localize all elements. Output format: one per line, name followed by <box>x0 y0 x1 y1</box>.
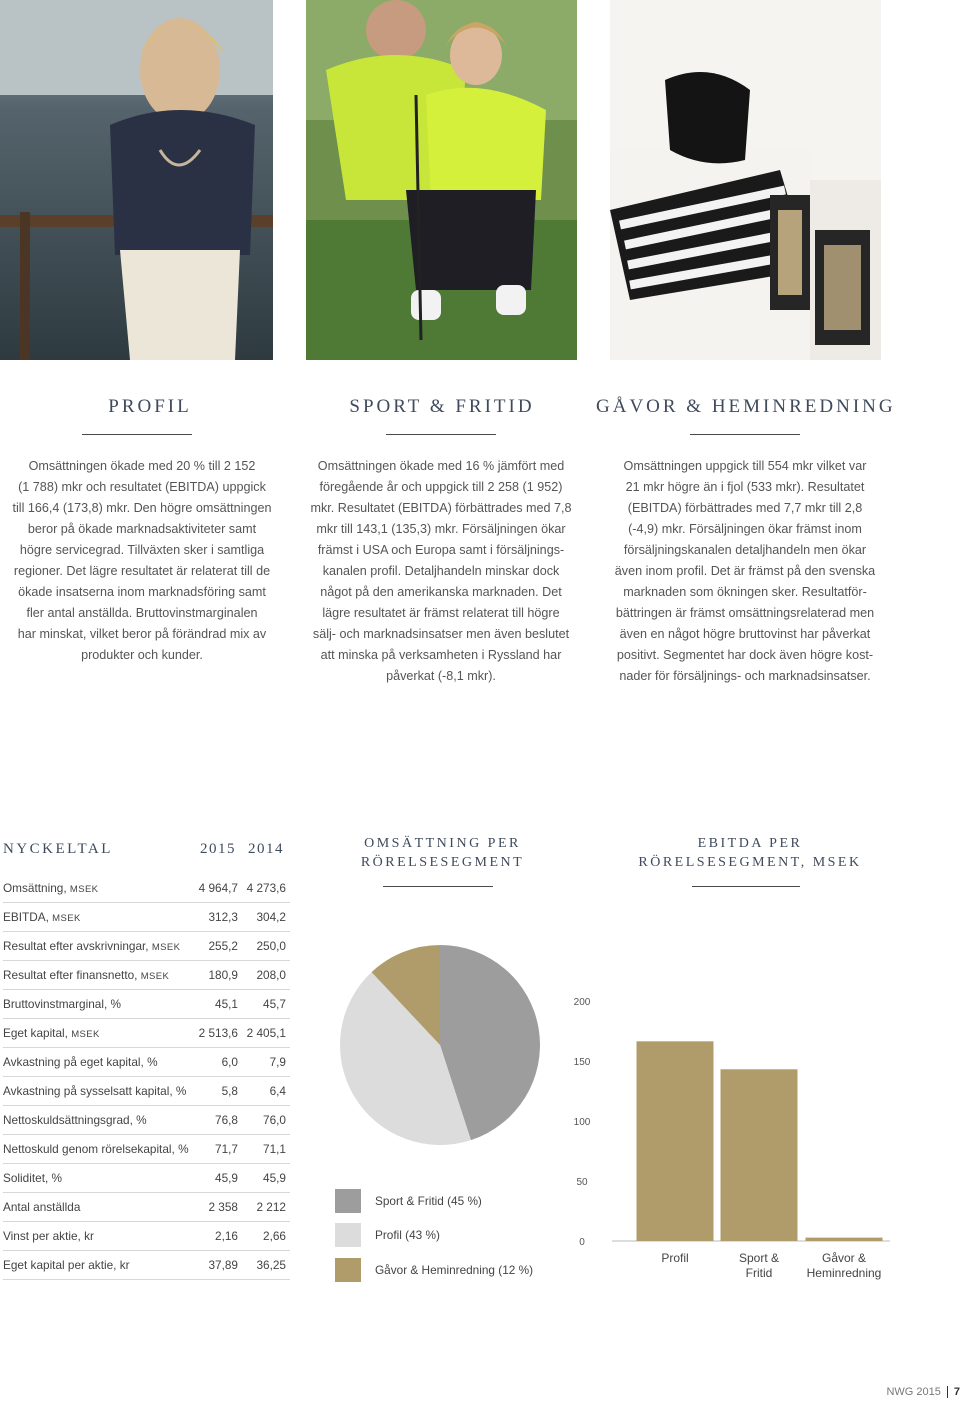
bar <box>721 1069 798 1241</box>
body-line: (1 788) mkr och resultatet (EBITDA) uppgick <box>18 480 266 494</box>
body-line: (-4,9) mkr. Försäljningen ökar främst inom <box>628 522 862 536</box>
key-figure-unit: MSEK <box>140 971 170 982</box>
key-figures-row <box>3 931 290 961</box>
body-line: (EBITDA) förbättrades med 7,7 mkr till 2,8 <box>627 501 863 515</box>
body-line: högre servicegrad. Tillväxten sker i samtliga <box>19 543 265 557</box>
legend-swatch <box>335 1223 361 1247</box>
body-line: marknaden som ökningen sker. Resultatför- <box>623 585 867 599</box>
key-figures-row <box>3 1076 290 1106</box>
body-line: främst i USA och Europa samt i försäljnings- <box>317 543 565 557</box>
x-category-label: Fritid <box>745 1266 773 1280</box>
body-line: mkr. Resultatet (EBITDA) förbättrades med 7,8 <box>310 501 572 515</box>
body-line: Omsättningen uppgick till 554 mkr vilket var <box>623 459 867 473</box>
key-figure-value-2014: 71,1 <box>263 1142 286 1156</box>
bar-chart-title-line: RÖRELSESEGMENT, MSEK <box>638 855 862 870</box>
profil-title-rule <box>82 434 192 435</box>
key-figures-row <box>3 1018 290 1048</box>
key-figure-label <box>3 968 169 982</box>
key-figure-label-text: Eget kapital, <box>3 1026 72 1040</box>
bar-chart-title-line: EBITDA PER <box>697 836 803 851</box>
body-line: föregående år och uppgick till 2 258 (1 952) <box>319 480 563 494</box>
key-figure-label <box>3 1258 130 1272</box>
key-figures-row <box>3 1192 290 1222</box>
key-figure-value-2014: 7,9 <box>269 1055 286 1069</box>
legend-label: Sport & Fritid (45 %) <box>375 1194 482 1208</box>
y-tick-label: 200 <box>573 997 591 1008</box>
key-figures-title: NYCKELTAL <box>3 841 113 857</box>
bar-chart-title <box>620 834 880 872</box>
x-category-label: Gåvor & <box>821 1251 867 1265</box>
y-tick-label: 100 <box>573 1117 591 1128</box>
pie-chart-title <box>330 834 555 872</box>
pie-chart-title-line: RÖRELSESEGMENT <box>360 855 525 870</box>
legend-label: Profil (43 %) <box>375 1228 440 1242</box>
body-line: Omsättningen ökade med 20 % till 2 152 <box>28 459 256 473</box>
gavor-heminredning-title: GÅVOR & HEMINREDNING <box>596 396 896 417</box>
key-figures-row <box>3 1134 290 1164</box>
key-figure-label-text: Eget kapital per aktie, kr <box>3 1258 130 1272</box>
key-figure-value-2015: 5,8 <box>221 1084 238 1098</box>
y-tick-label: 150 <box>573 1057 591 1068</box>
profil-body <box>0 456 284 666</box>
key-figure-label <box>3 939 180 953</box>
key-figure-value-2015: 4 964,7 <box>198 881 238 895</box>
key-figure-label-text: Vinst per aktie, kr <box>3 1229 94 1243</box>
key-figure-label-text: Avkastning på eget kapital, % <box>3 1055 158 1069</box>
x-category-label: Profil <box>661 1251 689 1265</box>
revenue-pie-chart <box>330 935 550 1155</box>
key-figure-label-text: Nettoskuldsättningsgrad, % <box>3 1113 147 1127</box>
body-line: något på den amerikanska marknaden. Det <box>320 585 562 599</box>
body-line: påverkat (-8,1 mkr). <box>386 669 496 683</box>
body-line: bättringen är främst omsättningsrelaterad men <box>615 606 875 620</box>
y-tick-label: 0 <box>579 1237 585 1248</box>
gavor-heminredning-body <box>602 456 888 687</box>
key-figure-value-2015: 71,7 <box>215 1142 238 1156</box>
key-figures-row <box>3 960 290 990</box>
key-figure-value-2014: 250,0 <box>256 939 286 953</box>
key-figures-year-2015: 2015 <box>200 841 236 857</box>
pie-chart-title-rule <box>383 886 493 887</box>
key-figure-value-2015: 2,16 <box>215 1229 238 1243</box>
photo-sport-fritid <box>306 0 577 360</box>
key-figure-label <box>3 1084 186 1098</box>
y-tick-label: 50 <box>576 1177 588 1188</box>
key-figure-value-2015: 312,3 <box>208 910 238 924</box>
key-figure-label <box>3 1200 80 1214</box>
key-figure-value-2014: 36,25 <box>256 1258 286 1272</box>
key-figure-value-2014: 2 212 <box>256 1200 286 1214</box>
key-figure-label <box>3 1026 100 1040</box>
body-line: även inom profil. Det är främst på den svenska <box>614 564 876 578</box>
key-figure-value-2014: 45,9 <box>263 1171 286 1185</box>
ebitda-bar-chart <box>560 985 900 1285</box>
bar-chart-title-rule <box>692 886 800 887</box>
key-figure-label-text: EBITDA, <box>3 910 53 924</box>
key-figures-row <box>3 1250 290 1280</box>
key-figure-label-text: Avkastning på sysselsatt kapital, % <box>3 1084 187 1098</box>
key-figure-label-text: Nettoskuld genom rörelsekapital, % <box>3 1142 189 1156</box>
body-line: 21 mkr högre än i fjol (533 mkr). Resultatet <box>625 480 865 494</box>
key-figure-value-2014: 45,7 <box>263 997 286 1011</box>
key-figure-label <box>3 910 81 924</box>
page-number: 7 <box>947 1386 960 1398</box>
key-figure-value-2015: 45,9 <box>215 1171 238 1185</box>
body-line: till 166,4 (173,8) mkr. Den högre omsättningen <box>12 501 272 515</box>
key-figure-value-2015: 6,0 <box>221 1055 238 1069</box>
body-line: produkter och kunder. <box>81 648 203 662</box>
key-figure-value-2015: 37,89 <box>208 1258 238 1272</box>
body-line: kanalen profil. Detaljhandeln minskar dock <box>322 564 560 578</box>
key-figure-label <box>3 1229 94 1243</box>
key-figure-value-2014: 304,2 <box>256 910 286 924</box>
key-figure-value-2014: 76,0 <box>263 1113 286 1127</box>
key-figure-label <box>3 1142 189 1156</box>
key-figures-row <box>3 902 290 932</box>
key-figure-label <box>3 881 98 895</box>
pie-chart-title-line: OMSÄTTNING PER <box>364 836 521 851</box>
key-figure-label-text: Antal anställda <box>3 1200 81 1214</box>
key-figure-label-text: Bruttovinstmarginal, % <box>3 997 122 1011</box>
key-figures-row <box>3 873 290 903</box>
sport-fritid-title-rule <box>386 434 496 435</box>
key-figure-value-2014: 6,4 <box>269 1084 286 1098</box>
body-line: fler antal anställda. Bruttovinstmarginalen <box>26 606 258 620</box>
key-figure-value-2015: 45,1 <box>215 997 238 1011</box>
key-figure-label-text: Omsättning, <box>3 881 70 895</box>
key-figure-unit: MSEK <box>151 942 181 953</box>
body-line: Omsättningen ökade med 16 % jämfört med <box>317 459 565 473</box>
body-line: även en något högre bruttovinst har påverkat <box>619 627 871 641</box>
body-line: ökade insatserna inom marknadsföring samt <box>18 585 266 599</box>
body-line: regioner. Det lägre resultatet är relaterat till de <box>13 564 271 578</box>
body-line: nader för försäljnings- och marknadsinsatser. <box>619 669 871 683</box>
legend-swatch <box>335 1189 361 1213</box>
key-figures-row <box>3 1163 290 1193</box>
body-line: försäljningskanalen detaljhandeln men ökar <box>623 543 867 557</box>
body-line: lägre resultatet är främst relaterat till högre <box>322 606 560 620</box>
legend-label: Gåvor & Heminredning (12 %) <box>375 1263 534 1277</box>
bar <box>637 1041 714 1241</box>
gavor-heminredning-title-rule <box>690 434 800 435</box>
key-figures-row <box>3 1047 290 1077</box>
key-figure-label <box>3 1171 62 1185</box>
key-figure-label <box>3 1055 158 1069</box>
key-figure-value-2015: 2 358 <box>208 1200 238 1214</box>
body-line: sälj- och marknadsinsatser men även beslutet <box>312 627 570 641</box>
page-footer <box>886 1386 960 1398</box>
photo-profil <box>0 0 273 360</box>
profil-title: PROFIL <box>108 396 192 417</box>
x-category-label: Heminredning <box>806 1266 882 1280</box>
key-figure-label-text: Resultat efter finansnetto, <box>3 968 141 982</box>
key-figures-row <box>3 1221 290 1251</box>
key-figure-unit: MSEK <box>69 884 99 895</box>
key-figures-row <box>3 989 290 1019</box>
key-figure-unit: MSEK <box>52 913 81 924</box>
key-figure-value-2014: 4 273,6 <box>246 881 286 895</box>
key-figures-row <box>3 1105 290 1135</box>
key-figure-value-2014: 2,66 <box>263 1229 286 1243</box>
key-figure-value-2014: 208,0 <box>256 968 286 982</box>
bar <box>806 1238 883 1241</box>
body-line: har minskat, vilket beror på förändrad mix av <box>17 627 267 641</box>
body-line: att minska på verksamheten i Ryssland har <box>320 648 562 662</box>
key-figure-label-text: Resultat efter avskrivningar, <box>3 939 152 953</box>
key-figure-value-2014: 2 405,1 <box>246 1026 286 1040</box>
body-line: mkr till 143,1 (135,3) mkr. Försäljningen ökar <box>316 522 566 536</box>
key-figure-value-2015: 2 513,6 <box>198 1026 238 1040</box>
legend-swatch <box>335 1258 361 1282</box>
key-figure-value-2015: 76,8 <box>215 1113 238 1127</box>
sport-fritid-title: SPORT & FRITID <box>349 396 535 417</box>
footer-brand: NWG 2015 <box>886 1386 941 1398</box>
key-figure-label-text: Soliditet, % <box>3 1171 63 1185</box>
x-category-label: Sport & <box>738 1251 780 1265</box>
key-figure-value-2015: 180,9 <box>208 968 238 982</box>
key-figures-year-2014: 2014 <box>248 841 284 857</box>
photo-gavor-heminredning <box>610 0 881 360</box>
key-figure-label <box>3 1113 147 1127</box>
body-line: positivt. Segmentet har dock även högre kost- <box>616 648 874 662</box>
key-figure-value-2015: 255,2 <box>208 939 238 953</box>
key-figure-unit: MSEK <box>71 1029 100 1040</box>
body-line: beror på ökade marknadsaktiviteter samt <box>27 522 257 536</box>
key-figure-label <box>3 997 121 1011</box>
sport-fritid-body <box>298 456 584 687</box>
